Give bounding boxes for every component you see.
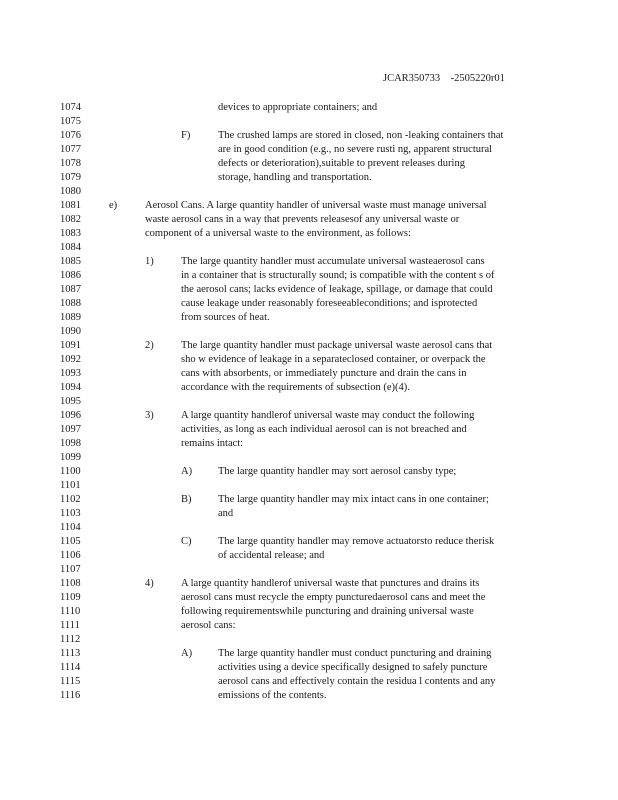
line-number: 1114 bbox=[60, 662, 81, 673]
paragraph-line: remains intact: bbox=[181, 438, 244, 449]
paragraph-line: and bbox=[218, 508, 234, 519]
paragraph-line: The large quantity handler may remove actuatorsto reduce therisk bbox=[218, 536, 495, 547]
line-number: 1103 bbox=[60, 508, 81, 519]
paragraph-line: The crushed lamps are stored in closed, non -leaking containers that bbox=[218, 130, 504, 141]
item-label: A) bbox=[181, 466, 193, 477]
line-number: 1110 bbox=[60, 606, 81, 617]
line-number: 1082 bbox=[60, 214, 81, 225]
line-number: 1076 bbox=[60, 130, 81, 141]
paragraph-line: cans with absorbents, or immediately puncture and drain the cans in bbox=[181, 368, 467, 379]
line-number: 1078 bbox=[60, 158, 81, 169]
line-number: 1100 bbox=[60, 466, 81, 477]
paragraph-line: following requirementswhile puncturing and draining universal waste bbox=[181, 606, 474, 617]
line-number: 1093 bbox=[60, 368, 81, 379]
paragraph-line: aerosol cans: bbox=[181, 620, 236, 631]
item-label: 1) bbox=[145, 256, 154, 267]
line-number: 1092 bbox=[60, 354, 81, 365]
document-id-header: JCAR350733 -2505220r01 bbox=[383, 73, 505, 84]
item-label: 4) bbox=[145, 578, 154, 589]
line-number: 1108 bbox=[60, 578, 81, 589]
paragraph-line: A large quantity handlerof universal waste may conduct the following bbox=[181, 410, 475, 421]
line-number: 1084 bbox=[60, 242, 81, 253]
line-number: 1094 bbox=[60, 382, 81, 393]
paragraph-line: in a container that is structurally sound; is compatible with the content s of bbox=[181, 270, 495, 281]
line-number: 1083 bbox=[60, 228, 81, 239]
paragraph-line: activities, as long as each individual aerosol can is not breached and bbox=[181, 424, 467, 435]
paragraph-line: The large quantity handler must accumulate universal wasteaerosol cans bbox=[181, 256, 485, 267]
paragraph-line: accordance with the requirements of subsection (e)(4). bbox=[181, 382, 410, 393]
line-number: 1090 bbox=[60, 326, 81, 337]
paragraph-line: devices to appropriate containers; and bbox=[218, 102, 378, 113]
paragraph-line: from sources of heat. bbox=[181, 312, 270, 323]
line-number: 1091 bbox=[60, 340, 81, 351]
line-number: 1111 bbox=[60, 620, 80, 631]
item-label: C) bbox=[181, 536, 192, 547]
line-number: 1088 bbox=[60, 298, 81, 309]
line-number: 1107 bbox=[60, 564, 81, 575]
line-number: 1081 bbox=[60, 200, 81, 211]
paragraph-line: are in good condition (e.g., no severe rusti ng, apparent structural bbox=[218, 144, 493, 155]
paragraph-line: of accidental release; and bbox=[218, 550, 325, 561]
line-number: 1102 bbox=[60, 494, 81, 505]
paragraph-line: A large quantity handlerof universal waste that punctures and drains its bbox=[181, 578, 480, 589]
item-label: 3) bbox=[145, 410, 154, 421]
paragraph-line: Aerosol Cans. A large quantity handler of universal waste must manage universal bbox=[145, 200, 487, 211]
paragraph-line: The large quantity handler may sort aerosol cansby type; bbox=[218, 466, 457, 477]
paragraph-line: The large quantity handler may mix intact cans in one container; bbox=[218, 494, 489, 505]
paragraph-line: waste aerosol cans in a way that prevents releasesof any universal waste or bbox=[145, 214, 460, 225]
paragraph-line: emissions of the contents. bbox=[218, 690, 327, 701]
paragraph-line: aerosol cans must recycle the empty puncturedaerosol cans and meet the bbox=[181, 592, 486, 603]
line-number: 1099 bbox=[60, 452, 81, 463]
line-number: 1104 bbox=[60, 522, 81, 533]
line-number: 1089 bbox=[60, 312, 81, 323]
paragraph-line: component of a universal waste to the environment, as follows: bbox=[145, 228, 411, 239]
line-number: 1106 bbox=[60, 550, 81, 561]
paragraph-line: storage, handling and transportation. bbox=[218, 172, 372, 183]
line-number: 1074 bbox=[60, 102, 81, 113]
line-number: 1095 bbox=[60, 396, 81, 407]
item-label: 2) bbox=[145, 340, 154, 351]
line-number: 1113 bbox=[60, 648, 81, 659]
line-number: 1116 bbox=[60, 690, 81, 701]
item-label: B) bbox=[181, 494, 192, 505]
line-number: 1096 bbox=[60, 410, 81, 421]
line-number: 1112 bbox=[60, 634, 81, 645]
line-number: 1075 bbox=[60, 116, 81, 127]
line-number: 1115 bbox=[60, 676, 81, 687]
paragraph-line: sho w evidence of leakage in a separateclosed container, or overpack the bbox=[181, 354, 486, 365]
line-number: 1097 bbox=[60, 424, 81, 435]
paragraph-line: the aerosol cans; lacks evidence of leakage, spillage, or damage that could bbox=[181, 284, 493, 295]
line-number: 1098 bbox=[60, 438, 81, 449]
paragraph-line: activities using a device specifically designed to safely puncture bbox=[218, 662, 488, 673]
line-number: 1085 bbox=[60, 256, 81, 267]
line-number: 1105 bbox=[60, 536, 81, 547]
paragraph-line: The large quantity handler must package universal waste aerosol cans that bbox=[181, 340, 493, 351]
item-label: F) bbox=[181, 130, 191, 141]
paragraph-line: defects or deterioration),suitable to prevent releases during bbox=[218, 158, 465, 169]
paragraph-line: The large quantity handler must conduct puncturing and draining bbox=[218, 648, 492, 659]
line-number: 1079 bbox=[60, 172, 81, 183]
line-number: 1077 bbox=[60, 144, 81, 155]
paragraph-line: aerosol cans and effectively contain the residua l contents and any bbox=[218, 676, 496, 687]
line-number: 1101 bbox=[60, 480, 81, 491]
line-number: 1080 bbox=[60, 186, 81, 197]
item-label: e) bbox=[109, 200, 118, 211]
line-number: 1109 bbox=[60, 592, 81, 603]
paragraph-line: cause leakage under reasonably foreseeableconditions; and isprotected bbox=[181, 298, 478, 309]
item-label: A) bbox=[181, 648, 193, 659]
line-number: 1086 bbox=[60, 270, 81, 281]
line-number: 1087 bbox=[60, 284, 81, 295]
